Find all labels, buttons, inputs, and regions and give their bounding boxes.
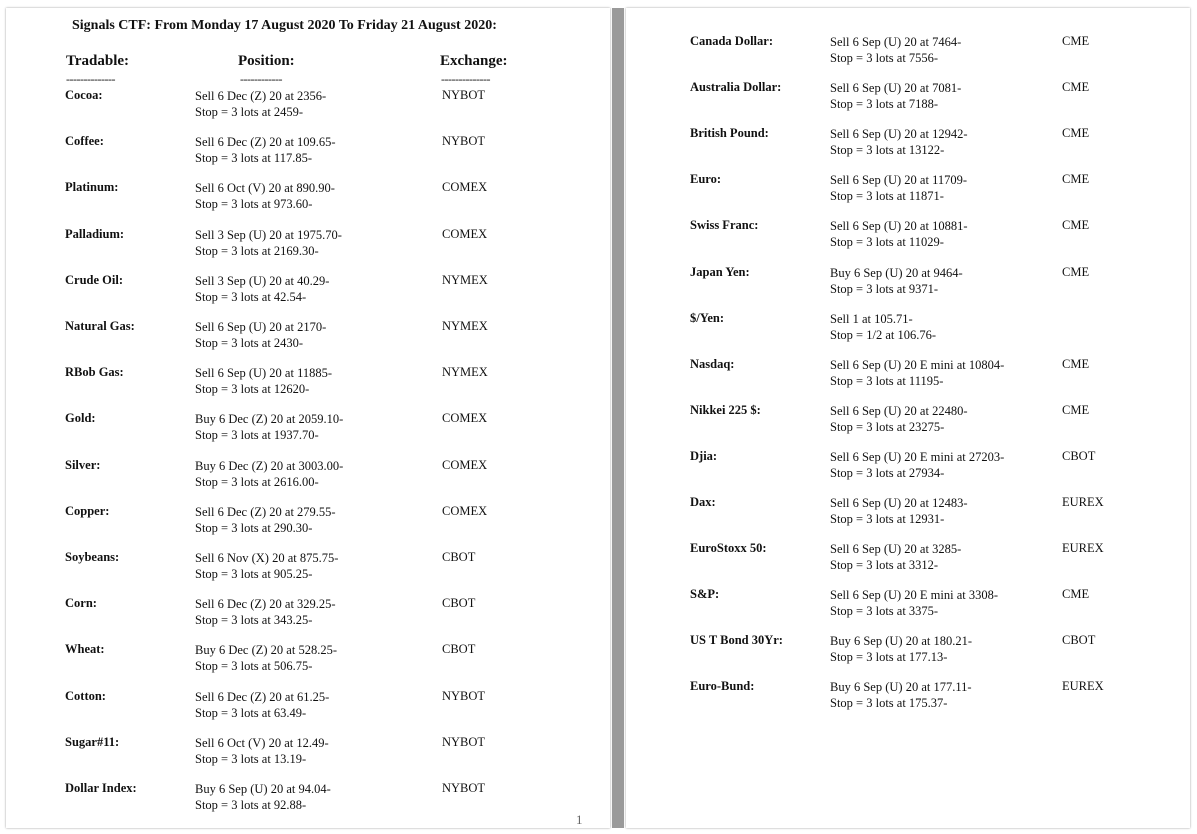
position-stop: Stop = 3 lots at 905.25-: [195, 567, 313, 581]
position-entry: Sell 6 Sep (U) 20 at 11709-: [830, 173, 968, 188]
position-stop: Stop = 3 lots at 42.54-: [195, 289, 307, 304]
position-cell: [830, 34, 961, 66]
exchange-cell: EUREX: [1062, 679, 1104, 694]
exchange-cell: CME: [1062, 172, 1090, 187]
position-stop: Stop = 3 lots at 2459-: [195, 105, 304, 119]
position-cell: [195, 781, 331, 813]
header-position-underline: ------------: [240, 72, 282, 86]
position-cell: [830, 587, 998, 619]
position-entry: Buy 6 Sep (U) 20 at 9464-: [830, 265, 963, 280]
exchange-cell: CME: [1062, 356, 1090, 371]
position-entry: Sell 6 Dec (Z) 20 at 61.25-: [195, 689, 330, 704]
tradable-name: Dax:: [690, 495, 716, 509]
position-cell: [830, 541, 961, 573]
exchange-cell: CBOT: [442, 642, 476, 657]
position-entry: Buy 6 Sep (U) 20 at 180.21-: [830, 634, 972, 649]
tradable-name: Australia Dollar:: [690, 80, 782, 95]
signal-row: [0, 541, 1197, 581]
tradable-name: Cotton:: [65, 688, 106, 703]
signal-row: [0, 679, 1197, 719]
position-stop: Stop = 3 lots at 117.85-: [195, 151, 313, 166]
exchange-cell: NYBOT: [442, 688, 486, 703]
signal-row: [0, 311, 1197, 351]
tradable-name: Sugar#11:: [65, 734, 120, 749]
position-entry: Sell 6 Sep (U) 20 at 10881-: [830, 219, 968, 234]
position-entry: Buy 6 Sep (U) 20 at 94.04-: [195, 782, 331, 796]
tradable-name: Soybeans:: [65, 550, 120, 564]
tradable-name: Cocoa:: [65, 88, 103, 102]
tradable-name: British Pound:: [690, 126, 769, 141]
tradable-name: S&P:: [690, 587, 720, 602]
exchange-cell: CME: [1062, 34, 1090, 48]
tradable-name: Copper:: [65, 503, 110, 518]
position-entry: Sell 1 at 105.71-: [830, 311, 913, 326]
signal-row: [0, 218, 1197, 258]
tradable-name: Gold:: [65, 411, 96, 426]
tradable-name: Euro:: [690, 172, 722, 187]
position-stop: Stop = 3 lots at 23275-: [830, 419, 945, 434]
position-entry: Sell 3 Sep (U) 20 at 1975.70-: [195, 227, 342, 242]
signal-row: [0, 449, 1197, 489]
position-cell: [830, 311, 936, 343]
position-entry: Sell 6 Sep (U) 20 E mini at 27203-: [830, 449, 1005, 464]
position-entry: Buy 6 Dec (Z) 20 at 528.25-: [195, 643, 337, 658]
position-stop: Stop = 3 lots at 13122-: [830, 143, 945, 158]
tradable-name: Djia:: [690, 448, 718, 463]
position-stop: Stop = 3 lots at 7188-: [830, 97, 939, 112]
position-stop: Stop = 3 lots at 506.75-: [195, 659, 313, 674]
tradable-name: Canada Dollar:: [690, 34, 773, 48]
exchange-cell: NYMEX: [442, 365, 488, 380]
tradable-name: RBob Gas:: [65, 365, 124, 380]
signal-row: [0, 781, 1197, 821]
position-cell: [830, 679, 972, 711]
position-entry: Buy 6 Dec (Z) 20 at 3003.00-: [195, 458, 344, 473]
position-stop: Stop = 3 lots at 1937.70-: [195, 428, 319, 443]
exchange-cell: COMEX: [442, 180, 488, 195]
position-stop: Stop = 3 lots at 3312-: [830, 558, 939, 573]
exchange-cell: CME: [1062, 80, 1090, 95]
exchange-cell: CBOT: [442, 596, 476, 611]
position-cell: [830, 633, 972, 665]
position-cell: [830, 172, 967, 204]
position-cell: [195, 735, 329, 767]
tradable-name: Nasdaq:: [690, 356, 735, 371]
position-cell: [830, 449, 1004, 481]
position-cell: [830, 80, 961, 112]
position-entry: Sell 6 Dec (Z) 20 at 109.65-: [195, 135, 336, 150]
exchange-cell: COMEX: [442, 503, 488, 518]
tradable-name: Platinum:: [65, 180, 119, 195]
position-entry: Sell 6 Sep (U) 20 at 11885-: [195, 366, 333, 381]
position-entry: Sell 6 Sep (U) 20 at 7081-: [830, 81, 962, 96]
position-stop: Stop = 3 lots at 177.13-: [830, 650, 948, 665]
signal-row: [0, 357, 1197, 397]
position-entry: Buy 6 Dec (Z) 20 at 2059.10-: [195, 412, 344, 427]
exchange-cell: EUREX: [1062, 495, 1104, 509]
header-exchange: Exchange:: [440, 53, 508, 69]
position-stop: Stop = 3 lots at 290.30-: [195, 520, 313, 535]
position-entry: Sell 6 Sep (U) 20 E mini at 10804-: [830, 357, 1005, 372]
position-entry: Buy 6 Sep (U) 20 at 177.11-: [830, 680, 972, 695]
exchange-cell: CBOT: [1062, 448, 1096, 463]
position-stop: Stop = 3 lots at 11195-: [830, 373, 944, 388]
position-stop: Stop = 3 lots at 2616.00-: [195, 474, 319, 489]
tradable-name: Coffee:: [65, 134, 104, 149]
tradable-name: Corn:: [65, 596, 97, 611]
exchange-cell: COMEX: [442, 226, 488, 241]
position-stop: Stop = 3 lots at 343.25-: [195, 613, 313, 628]
position-entry: Sell 6 Nov (X) 20 at 875.75-: [195, 551, 339, 565]
tradable-name: Wheat:: [65, 642, 105, 657]
position-entry: Sell 6 Sep (U) 20 at 3285-: [830, 542, 962, 557]
position-entry: Sell 6 Sep (U) 20 at 12483-: [830, 496, 968, 510]
signal-row: [0, 80, 1197, 120]
position-stop: Stop = 3 lots at 3375-: [830, 604, 939, 619]
position-stop: Stop = 3 lots at 11029-: [830, 235, 944, 250]
tradable-name: Palladium:: [65, 226, 125, 241]
exchange-cell: CBOT: [1062, 633, 1096, 648]
position-entry: Sell 6 Dec (Z) 20 at 329.25-: [195, 597, 336, 612]
signal-row: [0, 265, 1197, 305]
exchange-cell: CME: [1062, 587, 1090, 602]
exchange-cell: NYBOT: [442, 781, 486, 795]
position-stop: Stop = 3 lots at 27934-: [830, 465, 945, 480]
position-cell: [830, 495, 967, 527]
exchange-cell: NYBOT: [442, 734, 486, 749]
tradable-name: Dollar Index:: [65, 781, 137, 795]
document-title: Signals CTF: From Monday 17 August 2020 To Friday 21 August 2020:: [72, 18, 497, 33]
position-entry: Sell 6 Sep (U) 20 at 2170-: [195, 320, 327, 334]
exchange-cell: CME: [1062, 218, 1090, 233]
position-entry: Sell 6 Oct (V) 20 at 890.90-: [195, 181, 335, 196]
exchange-cell: CME: [1062, 264, 1090, 279]
header-exchange-underline: --------------: [441, 72, 490, 86]
position-entry: Sell 3 Sep (U) 20 at 40.29-: [195, 273, 330, 288]
signal-row: [0, 172, 1197, 212]
position-stop: Stop = 3 lots at 13.19-: [195, 751, 307, 766]
position-stop: Stop = 3 lots at 9371-: [830, 281, 939, 296]
tradable-name: $/Yen:: [690, 310, 725, 325]
tradable-name: Crude Oil:: [65, 272, 123, 287]
position-entry: Sell 6 Sep (U) 20 at 22480-: [830, 403, 968, 418]
exchange-cell: COMEX: [442, 411, 488, 426]
position-cell: [830, 357, 1004, 389]
position-stop: Stop = 3 lots at 92.88-: [195, 798, 307, 812]
position-entry: Sell 6 Oct (V) 20 at 12.49-: [195, 735, 329, 750]
position-stop: Stop = 3 lots at 973.60-: [195, 197, 313, 212]
position-stop: Stop = 3 lots at 11871-: [830, 189, 944, 204]
tradable-name: Nikkei 225 $:: [690, 402, 761, 417]
exchange-cell: NYMEX: [442, 319, 488, 333]
position-entry: Sell 6 Dec (Z) 20 at 279.55-: [195, 504, 336, 519]
tradable-name: Silver:: [65, 457, 101, 472]
exchange-cell: NYMEX: [442, 272, 488, 287]
exchange-cell: NYBOT: [442, 88, 486, 102]
tradable-name: EuroStoxx 50:: [690, 541, 767, 556]
position-stop: Stop = 3 lots at 12931-: [830, 512, 945, 526]
position-cell: [830, 218, 967, 250]
position-stop: Stop = 3 lots at 63.49-: [195, 705, 307, 720]
signal-row: [0, 587, 1197, 627]
exchange-cell: COMEX: [442, 457, 488, 472]
header-position: Position:: [238, 53, 295, 69]
page-number: 1: [576, 812, 583, 827]
signal-row: [0, 34, 1197, 74]
position-cell: [830, 403, 967, 435]
signal-row: [0, 403, 1197, 443]
position-entry: Sell 6 Sep (U) 20 at 7464-: [830, 35, 962, 49]
exchange-cell: CME: [1062, 402, 1090, 417]
tradable-name: US T Bond 30Yr:: [690, 633, 783, 648]
exchange-cell: CME: [1062, 126, 1090, 141]
tradable-name: Swiss Franc:: [690, 218, 759, 233]
position-stop: Stop = 3 lots at 12620-: [195, 382, 310, 397]
exchange-cell: NYBOT: [442, 134, 486, 149]
position-stop: Stop = 3 lots at 7556-: [830, 51, 939, 65]
position-entry: Sell 6 Dec (Z) 20 at 2356-: [195, 89, 327, 103]
position-cell: [830, 265, 963, 297]
tradable-name: Natural Gas:: [65, 319, 135, 333]
signal-row: [0, 126, 1197, 166]
signal-row: [0, 495, 1197, 535]
position-entry: Sell 6 Sep (U) 20 E mini at 3308-: [830, 588, 999, 603]
tradable-name: Japan Yen:: [690, 264, 750, 279]
position-cell: [830, 126, 967, 158]
signal-row: [0, 633, 1197, 673]
position-stop: Stop = 1/2 at 106.76-: [830, 327, 937, 342]
exchange-cell: CBOT: [442, 550, 476, 564]
position-stop: Stop = 3 lots at 2430-: [195, 336, 304, 350]
tradable-name: Euro-Bund:: [690, 679, 755, 694]
position-stop: Stop = 3 lots at 175.37-: [830, 696, 948, 711]
header-tradable: Tradable:: [66, 53, 130, 69]
position-stop: Stop = 3 lots at 2169.30-: [195, 243, 319, 258]
position-entry: Sell 6 Sep (U) 20 at 12942-: [830, 127, 968, 142]
signal-row: [0, 735, 1197, 775]
header-tradable-underline: --------------: [66, 72, 115, 86]
exchange-cell: EUREX: [1062, 541, 1104, 556]
